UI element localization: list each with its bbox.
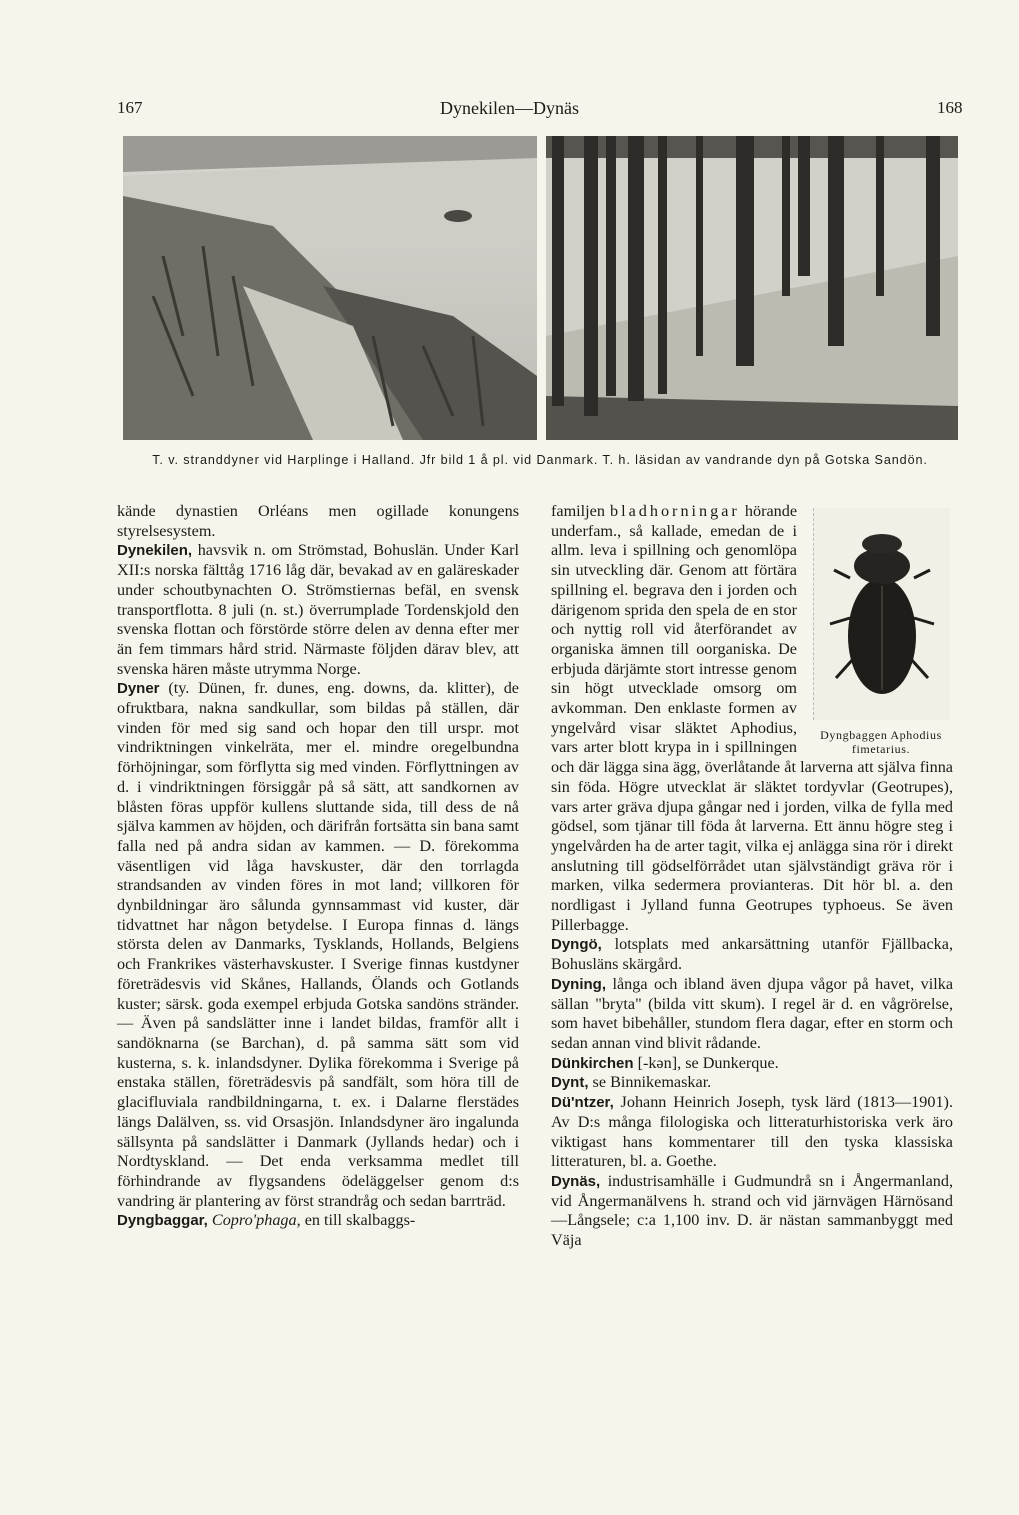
orleans-continuation: kände dynastien Orléans men ogillade konungens styrelsesystem.: [117, 502, 519, 540]
photo-caption: T. v. stranddyner vid Harplinge i Halland. Jfr bild 1 å pl. vid Danmark. T. h. läsidan av vandrande dyn på Gotska Sandön.: [152, 453, 928, 467]
beetle-image: [813, 508, 950, 720]
page-title: Dynekilen—Dynäs: [440, 98, 579, 118]
headword: Dynäs,: [551, 1172, 601, 1190]
forest-dune-photo: [546, 136, 958, 440]
headword: Dünkirchen: [551, 1054, 634, 1072]
headword: Dyner: [117, 680, 160, 698]
left-page-number: 167: [117, 98, 143, 117]
headword: Dynekilen,: [117, 542, 193, 560]
dyngbaggar-continuation: familjen bladhorningar hörande underfam., så kallade, emedan de i allm. leva i spillning och genomlöpa sin utveckling där. Genom att förtära spillning el. begrava den i jorden och därigenom sprida den spela de en stor och nyttig roll vid återförandet av organiska ämnen till oorganiska. De erbjuda därjämte stort intresse genom sin högt utvecklade omsorg om avkomman. Den enklaste formen av yngelvård visar släktet Aphodius, vars arter blott krypa in i spillningen och där lägga sina ägg, överlåtande åt larverna att själva finna sin föda. Högre utvecklat är släktet tordyvlar (Geotrupes), vars arter gräva djupa gångar ned i jorden, vilka de fylla med gödsel, som tjänar till föda åt larverna. Ett ännu högre steg i yngelvården ha de arter tagit, vilka ej anlägga sina rör i direkt anslutning till gödselförrådet utan självständigt gräva rör i marken, vilka sedermera provianteras. Dit hör bl. a. den nordligast i Jylland funna Geotrupes typhoeus. Se även Pillerbagge.: [551, 502, 953, 934]
latin-name: Copro'phaga,: [211, 1211, 301, 1230]
entry-dynt: [551, 1073, 953, 1093]
right-page-number: 168: [937, 98, 963, 117]
entry-text: (ty. Dünen, fr. dunes, eng. downs, da. klitter), de ofruktbara, nakna sandkullar, som bildas på ställen, där vinden för med sig sand och hopar den till urspr. mot vindriktningen vinkelräta, mer el. mindre oregelbundna förhöjningar, som förflytta sig med vinden. Förflyttningen av d. i vindriktningen försiggår på så sätt, att sandkornen av blåsten föras uppför kullens sluttande sida, till dess de nå själva kammen av höjden, och därifrån fortsätta sin bana samt falla ned på andra sidan av kammen. — D. förekomma väsentligen vid låga havskuster, där den torrlagda strandsanden av vinden föres in mot land; villkoren för dynbildningar äro sålunda gynnsammast vid kuster, där tidvattnet har någon betydelse. I Europa finnas d. längs största delen av Danmarks, Tysklands, Hollands, Belgiens och Frankrikes västerhavskuster. I Sverige finnas kustdyner företrädesvis vid Skånes, Hallands, Ölands och Gotlands kuster; särsk. goda exempel erbjuda Gotska sandöns stränder. — Även på sandslätter inne i landet bildas, framför allt i sandöknarna (se Barchan), d. på samma sätt som vid kusterna, s. k. inlandsdyner. Dylika förekomma i Sverige på enstaka ställen, företrädesvis på sandfält, som höra till de glacifluviala randbildningarna, t. ex. i Dalarne flerstädes längs Dalälven, ss. vid Orsasjön. Inlandsdyner äro ingalunda sällsynta på sandslätter i Danmark (Jyllands hedar) och i Nordtyskland. — Det enda verksamma medlet till förhindrande av flygsandens ödeläggelser genom d:s vandring är plantering av först strandråg och sedan barrträd.: [117, 679, 519, 1210]
headword: Dü'ntzer,: [551, 1094, 614, 1112]
entry-dunkirchen: [551, 1054, 953, 1074]
entry-text: havsvik n. om Strömstad, Bohuslän. Under Karl XII:s norska fälttåg 1716 låg där, bevakad av en galäreskader under schoutbynachten O. Strömstiernas befäl, en svensk transportflotta. 8 juli (n. st.) överrumplade Tordenskjold den svenska flottan och förstörde större delen av denna efter mer än fem timmars hård strid. Närmaste följden därav blev, att svenska hären måste utrymma Norge.: [117, 541, 520, 678]
entry-dyngbaggar: [117, 1211, 519, 1231]
headword: Dyngö,: [551, 936, 602, 954]
headword: Dyngbaggar,: [117, 1212, 208, 1230]
entry-text: lotsplats med ankarsättning utanför Fjällbacka, Bohusläns skärgård.: [551, 935, 953, 974]
entry-text: en till skalbaggs-: [304, 1211, 416, 1230]
entry-text: se Binnikemaskar.: [592, 1073, 712, 1092]
left-column: [117, 502, 519, 1231]
headword: Dynt,: [551, 1074, 589, 1092]
beetle-figure: [805, 508, 953, 756]
entry-text: industrisamhälle i Gudmundrå sn i Ångermanland, vid Ångermanälvens h. strand och vid järnvägen Härnösand—Långsele; c:a 1,100 inv. D. är nästan sammanbyggt med Väja: [551, 1171, 954, 1250]
beach-dunes-photo: [123, 136, 537, 440]
entry-text: Johann Heinrich Joseph, tysk lärd (1813—1901). Av D:s många filologiska och litteraturhistoriska verk äro viktigast hans kommentarer till den tyska klassiska litteraturen, bl. a. Goethe.: [551, 1093, 953, 1171]
headword: Dyning,: [551, 975, 606, 993]
entry-text: långa och ibland även djupa vågor på havet, vilka sällan "bryta" (bilda vitt skum). I regel är d. en vågrörelse, som havet bibehåller, stundom flera dagar, efter en storm och sedan annan vind blivit rådande.: [551, 974, 954, 1052]
entry-dyning: [551, 975, 953, 1054]
entry-dynekilen: [117, 541, 519, 679]
page-header: [0, 98, 1019, 122]
entry-duntzer: [551, 1093, 953, 1172]
spaced-term: bladhorningar: [610, 502, 740, 520]
entry-dynas: [551, 1172, 953, 1251]
entry-dyngo: [551, 935, 953, 974]
figure-caption: Dyngbaggen Aphodius fimetarius.: [820, 728, 942, 756]
right-column: [551, 502, 953, 1251]
entry-text: [-kən], se Dunkerque.: [637, 1053, 779, 1072]
entry-dyner: [117, 679, 519, 1211]
